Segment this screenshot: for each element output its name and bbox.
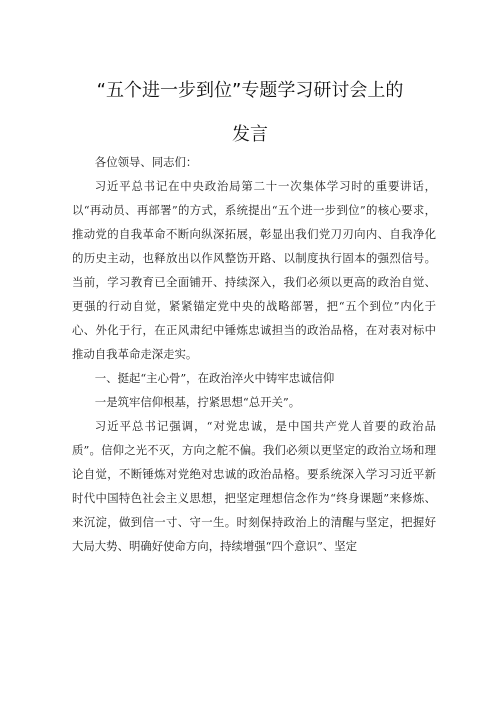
section-heading: 一、挺起“主心骨”，在政治淬火中铸牢忠诚信仰 xyxy=(94,371,335,385)
document-title-line-1: “五个进一步到位”专题学习研讨会上的 xyxy=(96,80,404,101)
body-paragraph: 习近平总书记在中央政治局第二十一次集体学习时的重要讲话，以“再动员、再部署”的方式，系统提出“五个进一步到位”的核心要求，推动党的自我革命不断向纵深拓展，彰显出我们党刀刃向内、自我净化的历史主动，也释放出以作风整饬开路、以制度执行固本的强烈信号。当前，学习教育已全面铺开、持续深入，我们必须以更高的政治自觉、更强的行动自觉，紧紧锚定党中央的战略部署，把“五个到位”内化于心、外化于行，在正风肃纪中锤炼忠诚担当的政治品格，在对表对标中推动自我革命走深走实。 xyxy=(72,179,436,361)
subsection-heading: 一是筑牢信仰根基，拧紧思想“总开关”。 xyxy=(94,395,301,409)
body-paragraph: 习近平总书记强调，“对党忠诚，是中国共产党人首要的政治品质”。信仰之光不灭，方向之舵不偏。我们必须以更坚定的政治立场和理论自觉，不断锤炼对党绝对忠诚的政治品格。要系统深入学习习近平新时代中国特色社会主义思想，把坚定理想信念作为“终身课题”来修炼、来沉淀，做到信一寸、守一生。时刻保持政治上的清醒与坚定，把握好大局大势、明确好使命方向，持续增强“四个意识”、坚定 xyxy=(72,419,436,553)
document-title-line-2: 发言 xyxy=(232,124,268,145)
document-body xyxy=(72,150,436,558)
salutation: 各位领导、同志们： xyxy=(94,155,198,169)
